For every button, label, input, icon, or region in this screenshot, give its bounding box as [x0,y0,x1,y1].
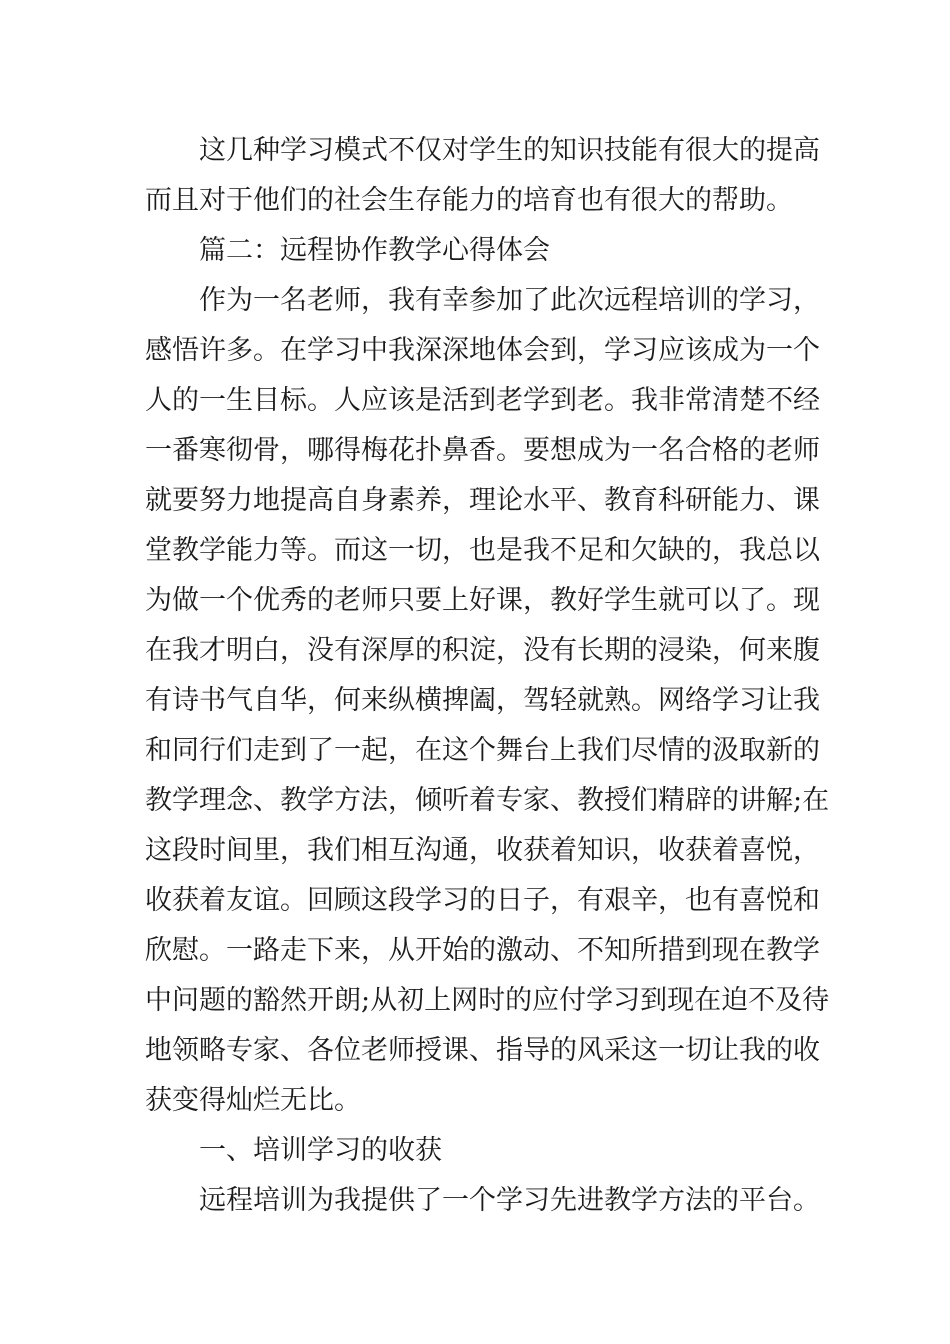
text-line: 堂教学能力等。而这一切，也是我不足和欠缺的，我总以 [145,535,820,566]
text-line: 教学理念、教学方法，倾听着专家、教授们精辟的讲解;在 [145,785,830,816]
text-line: 就要努力地提高自身素养，理论水平、教育科研能力、课 [145,485,820,516]
text-line: 获变得灿烂无比。 [145,1085,361,1116]
text-line: 篇二：远程协作教学心得体会 [199,235,550,266]
text-line: 地领略专家、各位老师授课、指导的风采这一切让我的收 [145,1035,820,1066]
text-line: 作为一名老师，我有幸参加了此次远程培训的学习， [199,285,820,316]
text-line: 这段时间里，我们相互沟通，收获着知识，收获着喜悦， [145,835,820,866]
text-line: 一、培训学习的收获 [199,1135,442,1166]
text-line: 感悟许多。在学习中我深深地体会到，学习应该成为一个 [145,335,820,366]
text-line: 这几种学习模式不仅对学生的知识技能有很大的提高 [199,135,820,166]
text-line: 和同行们走到了一起，在这个舞台上我们尽情的汲取新的 [145,735,820,766]
text-line: 远程培训为我提供了一个学习先进教学方法的平台。 [199,1185,820,1216]
text-line: 中问题的豁然开朗;从初上网时的应付学习到现在迫不及待 [145,985,830,1016]
text-line: 欣慰。一路走下来，从开始的激动、不知所措到现在教学 [145,935,820,966]
text-line: 在我才明白，没有深厚的积淀，没有长期的浸染，何来腹 [145,635,820,666]
text-line: 有诗书气自华，何来纵横捭阖，驾轻就熟。网络学习让我 [145,685,820,716]
text-line: 而且对于他们的社会生存能力的培育也有很大的帮助。 [145,185,793,216]
text-line: 一番寒彻骨，哪得梅花扑鼻香。要想成为一名合格的老师 [145,435,820,466]
text-line: 为做一个优秀的老师只要上好课，教好学生就可以了。现 [145,585,820,616]
document-body [145,126,830,1226]
text-line: 收获着友谊。回顾这段学习的日子，有艰辛，也有喜悦和 [145,885,820,916]
text-line: 人的一生目标。人应该是活到老学到老。我非常清楚不经 [145,385,820,416]
